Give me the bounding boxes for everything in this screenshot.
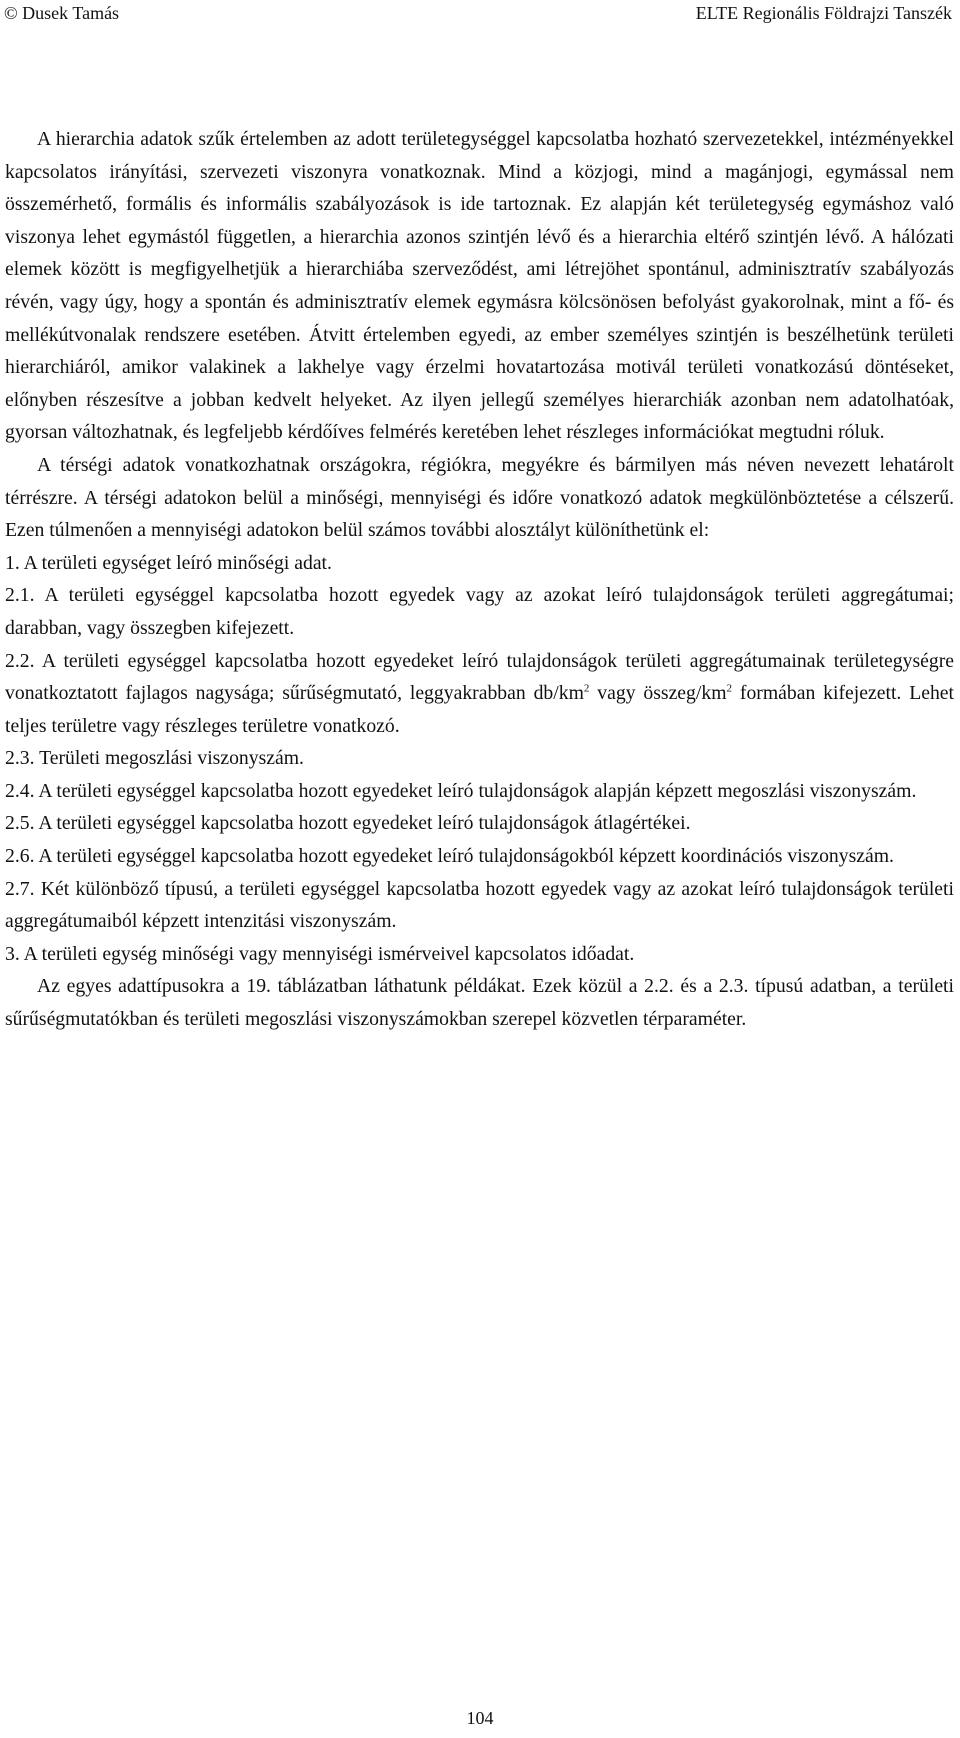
list-item: 1. A területi egységet leíró minőségi adat. <box>5 551 332 574</box>
header-author: © Dusek Tamás <box>4 3 120 23</box>
page-header <box>4 2 952 24</box>
superscript: 2 <box>726 682 733 695</box>
list-item: 2.4. A területi egységgel kapcsolatba hozott egyedeket leíró tulajdonságok alapján képzett megoszlási viszonyszám. <box>5 779 917 802</box>
paragraph-regional-data: A térségi adatok vonatkozhatnak országokra, régiókra, megyékre és bármilyen más néven nevezett lehatárolt térrészre. A térségi adatokon belül a minőségi, mennyiségi és időre vonatkozó adatok megkülönböztetése a célszerű. Ezen túlmenően a mennyiségi adatokon belül számos további alosztályt különíthetünk el: <box>5 453 954 542</box>
list-item: 2.3. Területi megoszlási viszonyszám. <box>5 747 304 770</box>
list-item <box>5 645 954 743</box>
list-item: 2.5. A területi egységgel kapcsolatba hozott egyedeket leíró tulajdonságok átlagértékei. <box>5 812 691 835</box>
list-item: 3. A területi egység minőségi vagy mennyiségi ismérveivel kapcsolatos időadat. <box>5 942 635 965</box>
header-department: ELTE Regionális Földrajzi Tanszék <box>695 3 952 23</box>
superscript: 2 <box>583 682 590 695</box>
list-item-text: 2.2. A területi egységgel kapcsolatba hozott egyedeket leíró tulajdonságok területi aggregátumainak területegységre vonatkoztatott fajlagos nagysága; sűrűségmutató, leggyakrabban db/km <box>5 649 954 705</box>
list-item-text: formában kifejezett. Lehet teljes területre vagy részleges területre vonatkozó. <box>5 682 955 737</box>
paragraph-hierarchy: A hierarchia adatok szűk értelemben az adott területegységgel kapcsolatba hozható szervezetekkel, intézményekkel kapcsolatos irányítási, szervezeti viszonyra vonatkoznak. Mind a közjogi, mind a magánjogi, egymással nem összemérhető, formális és informális szabályozások is ide tartoznak. Ez alapján két területegység egymáshoz való viszonya lehet egymástól független, a hierarchia azonos szintjén lévő és a hierarchia eltérő szintjén lévő. A hálózati elemek között is megfigyelhetjük a hierarchiába szerveződést, ami létrejöhet spontánul, adminisztratív szabályozás révén, vagy úgy, hogy a spontán és adminisztratív elemek egymásra kölcsönösen befolyást gyakorolnak, mint a fő- és mellékútvonalak rendszere esetében. Átvitt értelemben egyedi, az ember személyes szintjén is beszélhetünk területi hierarchiáról, amikor valakinek a lakhelye vagy érzelmi hovatartozása motivál területi vonatkozású döntéseket, előnyben részesítve a jobban kedvelt helyeket. Az ilyen jellegű személyes hierarchiák azonban nem adatolhatóak, gyorsan változhatnak, és legfeljebb kérdőíves felmérés keretében lehet részleges információkat megtudni róluk. <box>5 128 954 444</box>
list-item-text: vagy összeg/km <box>589 682 727 705</box>
list-item: 2.1. A területi egységgel kapcsolatba hozott egyedek vagy az azokat leíró tulajdonságok területi aggregátumai; darabban, vagy összegben kifejezett. <box>5 584 954 639</box>
paragraph-data-types: Az egyes adattípusokra a 19. táblázatban láthatunk példákat. Ezek közül a 2.2. és a 2.3. típusú adatban, a területi sűrűségmutatókban és területi megoszlási viszonyszámokban szerepel közvetlen térparaméter. <box>5 975 954 1031</box>
body-text <box>5 123 954 1036</box>
page-number: 104 <box>466 1708 494 1728</box>
list-item: 2.6. A területi egységgel kapcsolatba hozott egyedeket leíró tulajdonságokból képzett koordinációs viszonyszám. <box>5 845 894 868</box>
list-item: 2.7. Két különböző típusú, a területi egységgel kapcsolatba hozott egyedek vagy az azokat leíró tulajdonságok területi aggregátumaiból képzett intenzitási viszonyszám. <box>5 877 954 933</box>
